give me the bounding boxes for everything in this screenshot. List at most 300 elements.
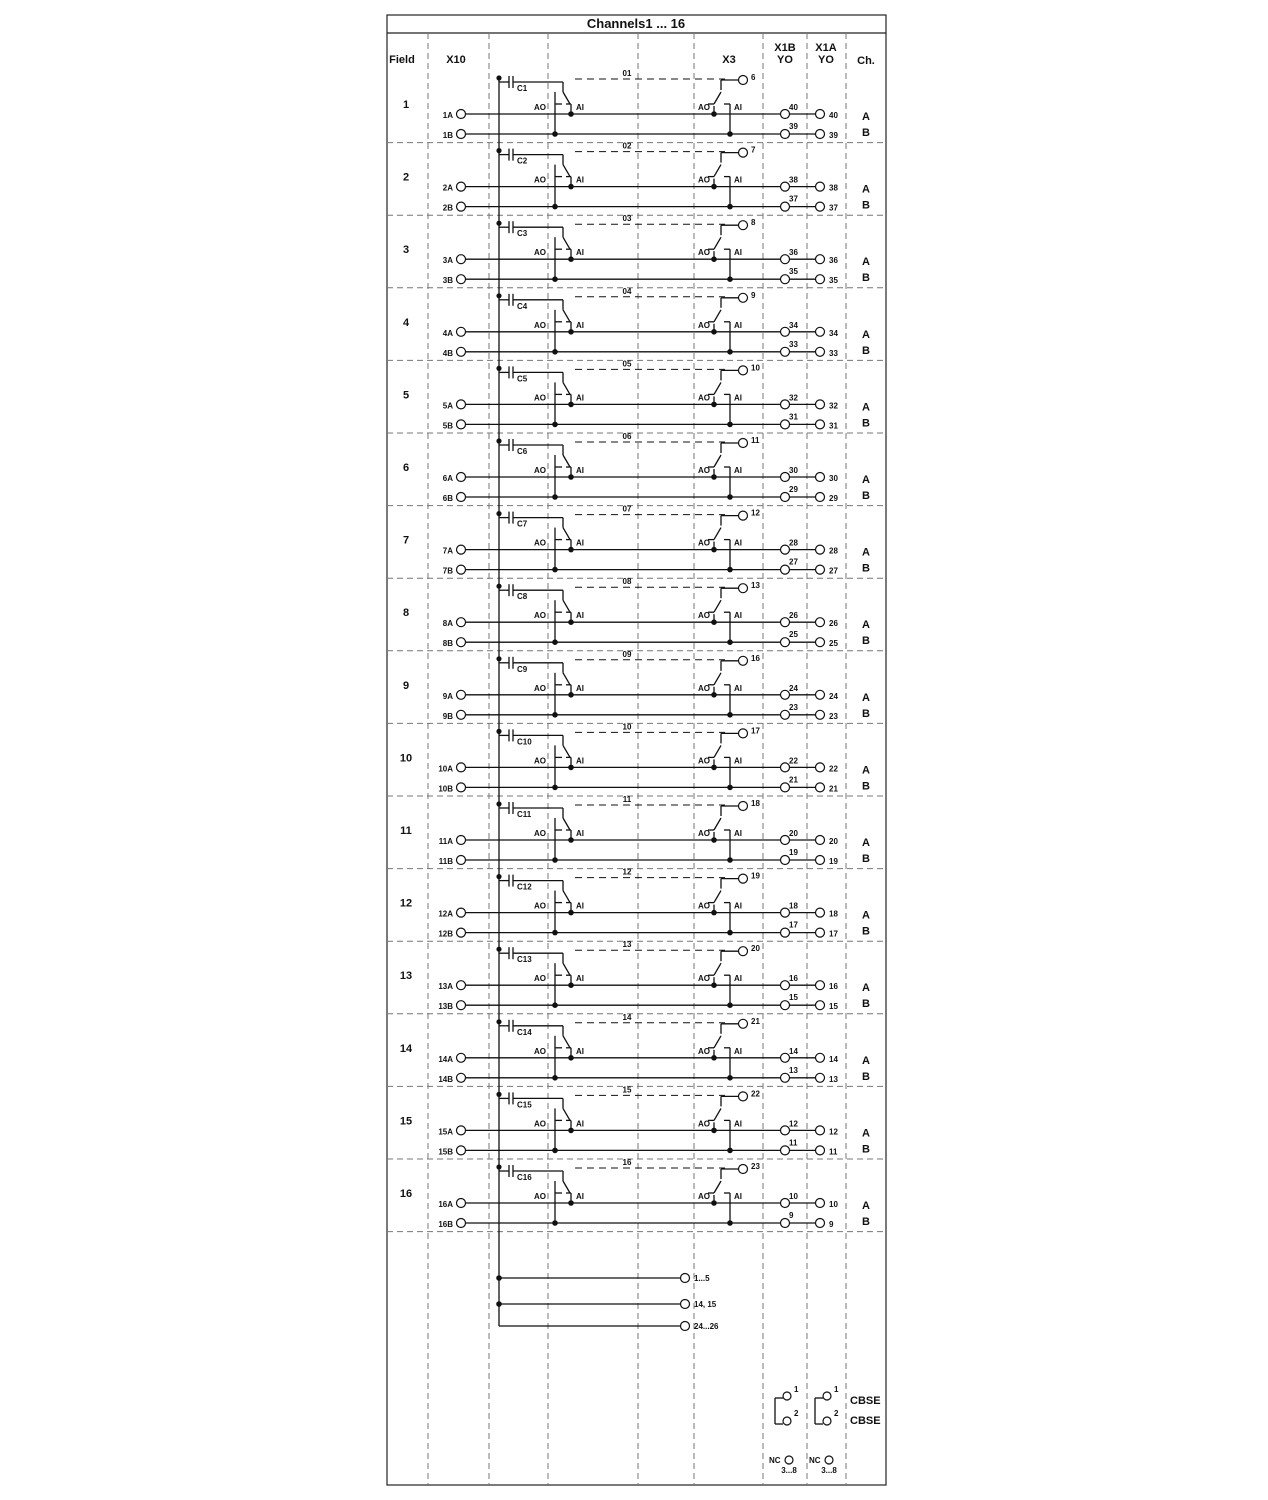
header-field: Field: [389, 54, 415, 66]
contact-blade-left: [563, 818, 570, 830]
x1a-pin-a: 28: [829, 546, 838, 556]
junction-b-right: [728, 204, 732, 208]
channel-b-label: B: [862, 127, 870, 139]
x10-terminal-label-b: 13B: [438, 1002, 453, 1012]
x10-terminal-b: [457, 710, 466, 719]
x1a-terminal-b: [816, 1219, 825, 1228]
x10-terminal-b: [457, 783, 466, 792]
header-x1a: X1A: [815, 42, 837, 54]
x3-pin-label: 22: [751, 1089, 760, 1099]
x1a-terminal-b: [816, 420, 825, 429]
junction-a-right: [712, 765, 716, 769]
channel-a-label: A: [862, 764, 870, 777]
x1b-pin-b: 29: [789, 485, 798, 494]
x1b-pin-b: 21: [789, 775, 798, 785]
label-ai-right: AI: [734, 611, 742, 621]
x1a-pin-b: 15: [829, 1002, 838, 1012]
label-ao-left: AO: [534, 1046, 546, 1056]
channel-b-label: B: [862, 272, 870, 285]
capacitor-label: C3: [517, 229, 528, 239]
nc-label: NC: [809, 1456, 821, 1465]
x1a-pin-a: 22: [829, 764, 838, 774]
label-ai-right: AI: [734, 1119, 742, 1129]
label-ai-left: AI: [576, 1192, 584, 1201]
relay-label: 02: [622, 141, 632, 151]
x10-terminal-a: [457, 1126, 466, 1135]
x1b-pin-a: 26: [789, 611, 798, 621]
channel-a-label: A: [862, 111, 870, 123]
nc-label: NC: [769, 1456, 781, 1465]
field-row-1: [403, 69, 870, 140]
label-ai-right: AI: [734, 175, 742, 185]
x10-terminal-b: [457, 420, 466, 429]
x1b-pin-b: 13: [789, 1065, 798, 1075]
x10-terminal-b: [457, 130, 466, 139]
field-number: 13: [399, 970, 413, 983]
relay-label: 06: [622, 432, 632, 441]
channel-a-label: A: [862, 256, 870, 269]
x10-terminal-b: [457, 1219, 466, 1228]
contact-blade-left: [563, 92, 570, 104]
x1a-terminal-b: [816, 856, 825, 865]
field-row-13: [400, 940, 870, 1011]
channel-b-label: B: [862, 1216, 870, 1228]
x3-terminal: [739, 76, 748, 85]
x3-pin-label: 19: [751, 871, 760, 881]
x1a-terminal-b: [816, 928, 825, 937]
label-ai-left: AI: [576, 248, 584, 258]
junction-b-left: [553, 858, 557, 862]
x1a-terminal-b: [816, 1001, 825, 1010]
field-number: 2: [402, 171, 410, 184]
x3-pin-label: 18: [751, 799, 760, 808]
channel-b-label: B: [862, 853, 870, 865]
channel-b-label: B: [862, 417, 870, 430]
x10-terminal-a: [457, 400, 466, 409]
label-ao-right: AO: [698, 611, 710, 621]
x10-terminal-label-b: 12B: [438, 929, 453, 939]
x1a-terminal-a: [816, 110, 825, 119]
x1a-pin-b: 11: [829, 1147, 838, 1157]
label-ao-right: AO: [698, 901, 710, 911]
channel-b-label: B: [862, 780, 870, 793]
junction-a-left: [569, 112, 573, 116]
field-number: 9: [402, 679, 410, 692]
cbse-label-2: CBSE: [850, 1415, 881, 1427]
x1a-pin-b: 35: [829, 276, 838, 286]
label-ao-right: AO: [698, 1046, 710, 1056]
x1a-terminal-a: [816, 400, 825, 409]
bus-terminal-label: 24...26: [694, 1322, 719, 1331]
label-ai-left: AI: [576, 538, 584, 548]
label-ao-right: AO: [698, 974, 710, 984]
field-number: 7: [402, 534, 410, 547]
label-ai-left: AI: [576, 103, 584, 112]
junction-b-left: [553, 1076, 557, 1080]
junction-a-right: [712, 475, 716, 479]
x10-terminal-label-a: 12A: [438, 909, 453, 919]
junction-a-right: [712, 1128, 716, 1132]
junction-a-left: [569, 547, 573, 551]
capacitor-label: C2: [517, 156, 528, 166]
label-ao-left: AO: [534, 538, 546, 548]
label-ao-right: AO: [698, 756, 710, 766]
junction-a-right: [712, 983, 716, 987]
contact-blade-left: [563, 310, 570, 322]
junction-a-right: [712, 693, 716, 697]
x1a-terminal-b: [816, 638, 825, 647]
channel-b-label: B: [862, 925, 870, 938]
junction-a-right: [712, 547, 716, 551]
x1a-terminal-a: [816, 255, 825, 264]
x3-terminal: [739, 439, 748, 448]
x1b-pin-a: 36: [789, 248, 798, 258]
junction-b-left: [553, 1148, 557, 1152]
capacitor-label: C4: [517, 301, 528, 311]
x1b-pin-b: 19: [789, 848, 798, 857]
channel-a-label: A: [862, 474, 870, 486]
nc-range-label: 3...8: [821, 1466, 837, 1475]
junction-b-right: [728, 930, 732, 934]
field-number: 6: [402, 462, 410, 474]
junction-a-left: [569, 620, 573, 624]
channel-a-label: A: [862, 328, 870, 341]
x10-terminal-label-b: 1B: [442, 131, 453, 140]
x10-terminal-a: [457, 110, 466, 119]
x1a-pin-a: 30: [829, 474, 838, 483]
channel-b-label: B: [862, 998, 870, 1011]
label-ao-right: AO: [698, 175, 710, 185]
nc-terminal: [785, 1456, 793, 1464]
x10-terminal-label-a: 13A: [438, 982, 453, 992]
label-ai-left: AI: [576, 756, 584, 766]
label-ai-left: AI: [576, 901, 584, 911]
label-ao-right: AO: [698, 103, 710, 112]
x10-terminal-label-a: 8A: [442, 619, 453, 629]
junction-b-right: [728, 422, 732, 426]
diagram-title: Channels1 ... 16: [586, 16, 686, 31]
channel-a-label: A: [862, 837, 870, 849]
contact-blade-left: [563, 455, 570, 467]
contact-blade-left: [563, 1108, 570, 1120]
contact2-blade: [714, 673, 721, 685]
x1a-pin-b: 29: [829, 494, 838, 503]
contact2-blade: [714, 382, 721, 394]
label-ai-left: AI: [576, 974, 584, 984]
x1b-pin-b: 17: [789, 920, 798, 930]
x3-pin-label: 13: [751, 581, 760, 591]
label-ao-left: AO: [534, 320, 546, 330]
capacitor-label: C5: [517, 374, 528, 384]
junction-b-left: [553, 132, 557, 136]
junction-a-right: [712, 402, 716, 406]
x10-terminal-label-a: 14A: [438, 1054, 453, 1064]
channel-b-label: B: [862, 344, 870, 357]
contact2-blade: [714, 1181, 721, 1193]
field-row-10: [400, 722, 870, 793]
x1a-pin-a: 14: [829, 1054, 838, 1064]
relay-label: 10: [622, 722, 632, 732]
x1b-pin-a: 20: [789, 829, 798, 838]
x3-terminal: [739, 1019, 748, 1028]
label-ao-left: AO: [534, 1192, 546, 1201]
x3-pin-label: 21: [751, 1016, 760, 1026]
relay-label: 05: [622, 359, 632, 369]
x10-terminal-a: [457, 1199, 466, 1208]
x1b-pin-b: 11: [789, 1138, 798, 1148]
x3-pin-label: 12: [751, 508, 760, 518]
relay-label: 01: [622, 69, 632, 78]
bus-terminal: [681, 1274, 690, 1283]
junction-b-right: [728, 1076, 732, 1080]
junction-a-left: [569, 693, 573, 697]
channel-b-label: B: [862, 707, 870, 720]
x1a-terminal-a: [816, 327, 825, 336]
label-ao-left: AO: [534, 466, 546, 475]
x10-terminal-b: [457, 638, 466, 647]
x1a-pin-a: 24: [829, 691, 838, 701]
contact2-blade: [714, 310, 721, 322]
junction-a-left: [569, 765, 573, 769]
x10-terminal-label-a: 11A: [438, 837, 453, 846]
x1a-terminal-a: [816, 690, 825, 699]
relay-label: 09: [622, 649, 632, 659]
junction-a-right: [712, 184, 716, 188]
label-ai-right: AI: [734, 974, 742, 984]
contact-blade-left: [563, 165, 570, 177]
x10-terminal-label-a: 1A: [442, 111, 453, 120]
field-number: 11: [400, 825, 412, 837]
junction-b-right: [728, 132, 732, 136]
cbse-terminal-2: [823, 1417, 831, 1425]
x3-terminal: [739, 1165, 748, 1174]
x1a-terminal-b: [816, 202, 825, 211]
x1a-pin-a: 20: [829, 837, 838, 846]
x1b-pin-a: 40: [789, 103, 798, 112]
junction-b-left: [553, 422, 557, 426]
x10-terminal-label-b: 6B: [442, 494, 453, 503]
x1a-pin-a: 12: [829, 1127, 838, 1137]
channel-a-label: A: [862, 183, 870, 196]
contact-blade-left: [563, 237, 570, 249]
x3-pin-label: 9: [751, 290, 756, 300]
x1a-terminal-b: [816, 783, 825, 792]
contact2-blade: [714, 92, 721, 104]
relay-label: 07: [622, 504, 632, 514]
label-ao-right: AO: [698, 248, 710, 258]
x1b-pin-a: 22: [789, 756, 798, 766]
x10-terminal-b: [457, 275, 466, 284]
channel-b-label: B: [862, 1143, 870, 1156]
x10-terminal-a: [457, 1053, 466, 1062]
label-ai-right: AI: [734, 683, 742, 693]
label-ao-left: AO: [534, 1119, 546, 1129]
x1b-pin-a: 38: [789, 175, 798, 185]
x10-terminal-label-b: 16B: [438, 1220, 453, 1229]
label-ai-right: AI: [734, 538, 742, 548]
relay-label: 04: [622, 286, 632, 296]
channel-a-label: A: [862, 1054, 870, 1067]
junction-a-left: [569, 983, 573, 987]
x1a-terminal-b: [816, 710, 825, 719]
x1a-terminal-a: [816, 182, 825, 191]
x1b-pin-b: 33: [789, 339, 798, 349]
outer-frame: [387, 15, 886, 1485]
channel-a-label: A: [862, 1200, 870, 1212]
channel-b-label: B: [862, 1070, 870, 1083]
junction-a-left: [569, 838, 573, 842]
junction-a-right: [712, 1201, 716, 1205]
x10-terminal-b: [457, 493, 466, 502]
label-ao-left: AO: [534, 974, 546, 984]
x3-terminal: [739, 511, 748, 520]
x1a-terminal-b: [816, 1073, 825, 1082]
label-ai-right: AI: [734, 320, 742, 330]
field-row-15: [400, 1085, 870, 1156]
channel-b-label: B: [862, 199, 870, 212]
x10-terminal-label-b: 2B: [442, 203, 453, 213]
label-ao-right: AO: [698, 393, 710, 403]
capacitor-label: C6: [517, 447, 528, 456]
x3-terminal: [739, 584, 748, 593]
x10-terminal-b: [457, 856, 466, 865]
cbse-pin1-label: 1: [834, 1385, 839, 1394]
x1a-pin-a: 16: [829, 982, 838, 992]
junction-a-right: [712, 620, 716, 624]
x1a-terminal-a: [816, 1126, 825, 1135]
label-ao-right: AO: [698, 829, 710, 838]
junction-a-left: [569, 184, 573, 188]
junction-a-right: [712, 112, 716, 116]
junction-b-right: [728, 1003, 732, 1007]
x1a-pin-a: 26: [829, 619, 838, 629]
junction-b-right: [728, 785, 732, 789]
contact2-blade: [714, 1108, 721, 1120]
x10-terminal-b: [457, 928, 466, 937]
label-ao-right: AO: [698, 1119, 710, 1129]
x10-terminal-label-b: 9B: [442, 711, 453, 721]
x1a-terminal-b: [816, 493, 825, 502]
x3-pin-label: 6: [751, 73, 756, 82]
capacitor-label: C11: [517, 810, 532, 819]
relay-label: 13: [622, 940, 632, 950]
x1a-terminal-a: [816, 908, 825, 917]
x1b-pin-b: 23: [789, 702, 798, 712]
x1a-terminal-b: [816, 565, 825, 574]
contact-blade-left: [563, 382, 570, 394]
field-number: 14: [399, 1042, 413, 1055]
header-x1a-yo: YO: [818, 54, 834, 66]
x1a-terminal-a: [816, 1199, 825, 1208]
nc-range-label: 3...8: [781, 1466, 797, 1475]
capacitor-label: C7: [517, 519, 528, 529]
x3-pin-label: 10: [751, 363, 760, 373]
field-number: 12: [399, 897, 413, 910]
field-row-8: [403, 577, 870, 648]
channel-a-label: A: [862, 982, 870, 995]
x3-terminal: [739, 148, 748, 157]
label-ai-right: AI: [734, 248, 742, 258]
x1a-pin-b: 27: [829, 566, 838, 576]
x10-terminal-a: [457, 255, 466, 264]
channel-a-label: A: [862, 619, 870, 632]
x1a-pin-a: 10: [829, 1200, 838, 1209]
field-number: 10: [399, 752, 413, 765]
x10-terminal-label-b: 14B: [438, 1074, 453, 1084]
x1b-pin-b: 31: [789, 412, 798, 422]
x10-terminal-label-a: 4A: [442, 328, 453, 338]
junction-a-right: [712, 257, 716, 261]
x1a-terminal-a: [816, 1053, 825, 1062]
x3-terminal: [739, 221, 748, 230]
x3-terminal: [739, 802, 748, 811]
cbse-terminal-2: [783, 1417, 791, 1425]
junction-b-left: [553, 785, 557, 789]
channel-a-label: A: [862, 691, 870, 704]
x1b-pin-b: 15: [789, 993, 798, 1003]
x10-terminal-b: [457, 1073, 466, 1082]
x3-pin-label: 7: [751, 145, 756, 155]
x1a-pin-b: 17: [829, 929, 838, 939]
capacitor-label: C1: [517, 84, 528, 93]
field-row-4: [403, 287, 870, 358]
label-ai-left: AI: [576, 320, 584, 330]
x3-pin-label: 20: [751, 944, 760, 954]
relay-label: 16: [622, 1158, 632, 1167]
relay-label: 03: [622, 214, 632, 224]
header-x1b: X1B: [774, 42, 796, 54]
x1b-pin-b: 9: [789, 1211, 794, 1220]
junction-a-left: [569, 1128, 573, 1132]
field-row-14: [400, 1013, 870, 1084]
x10-terminal-label-b: 3B: [442, 276, 453, 286]
cbse-pin1-label: 1: [794, 1385, 799, 1394]
x1a-terminal-b: [816, 130, 825, 139]
junction-a-right: [712, 910, 716, 914]
channel-a-label: A: [862, 909, 870, 922]
x1b-pin-b: 37: [789, 194, 798, 204]
x1b-pin-a: 24: [789, 683, 798, 693]
junction-b-right: [728, 858, 732, 862]
field-row-2: [403, 142, 870, 213]
cbse-terminal-1: [783, 1392, 791, 1400]
header-x10: X10: [446, 54, 466, 66]
field-number: 4: [402, 316, 410, 329]
junction-b-left: [553, 495, 557, 499]
label-ao-right: AO: [698, 538, 710, 548]
label-ai-right: AI: [734, 393, 742, 403]
channel-b-label: B: [862, 635, 870, 648]
contact-blade-left: [563, 673, 570, 685]
x3-pin-label: 16: [751, 653, 760, 663]
junction-a-left: [569, 257, 573, 261]
label-ao-left: AO: [534, 248, 546, 258]
field-number: 8: [402, 607, 410, 620]
channel-b-label: B: [862, 490, 870, 502]
x1a-pin-b: 9: [829, 1220, 834, 1229]
x3-pin-label: 8: [751, 218, 756, 228]
x10-terminal-label-b: 4B: [442, 348, 453, 358]
x1a-pin-a: 18: [829, 909, 838, 919]
field-number: 3: [402, 244, 410, 257]
field-number: 1: [402, 99, 410, 111]
x3-terminal: [739, 293, 748, 302]
x1b-pin-a: 30: [789, 466, 798, 475]
label-ai-right: AI: [734, 1046, 742, 1056]
junction-a-left: [569, 1201, 573, 1205]
x10-terminal-b: [457, 347, 466, 356]
junction-b-right: [728, 1221, 732, 1225]
